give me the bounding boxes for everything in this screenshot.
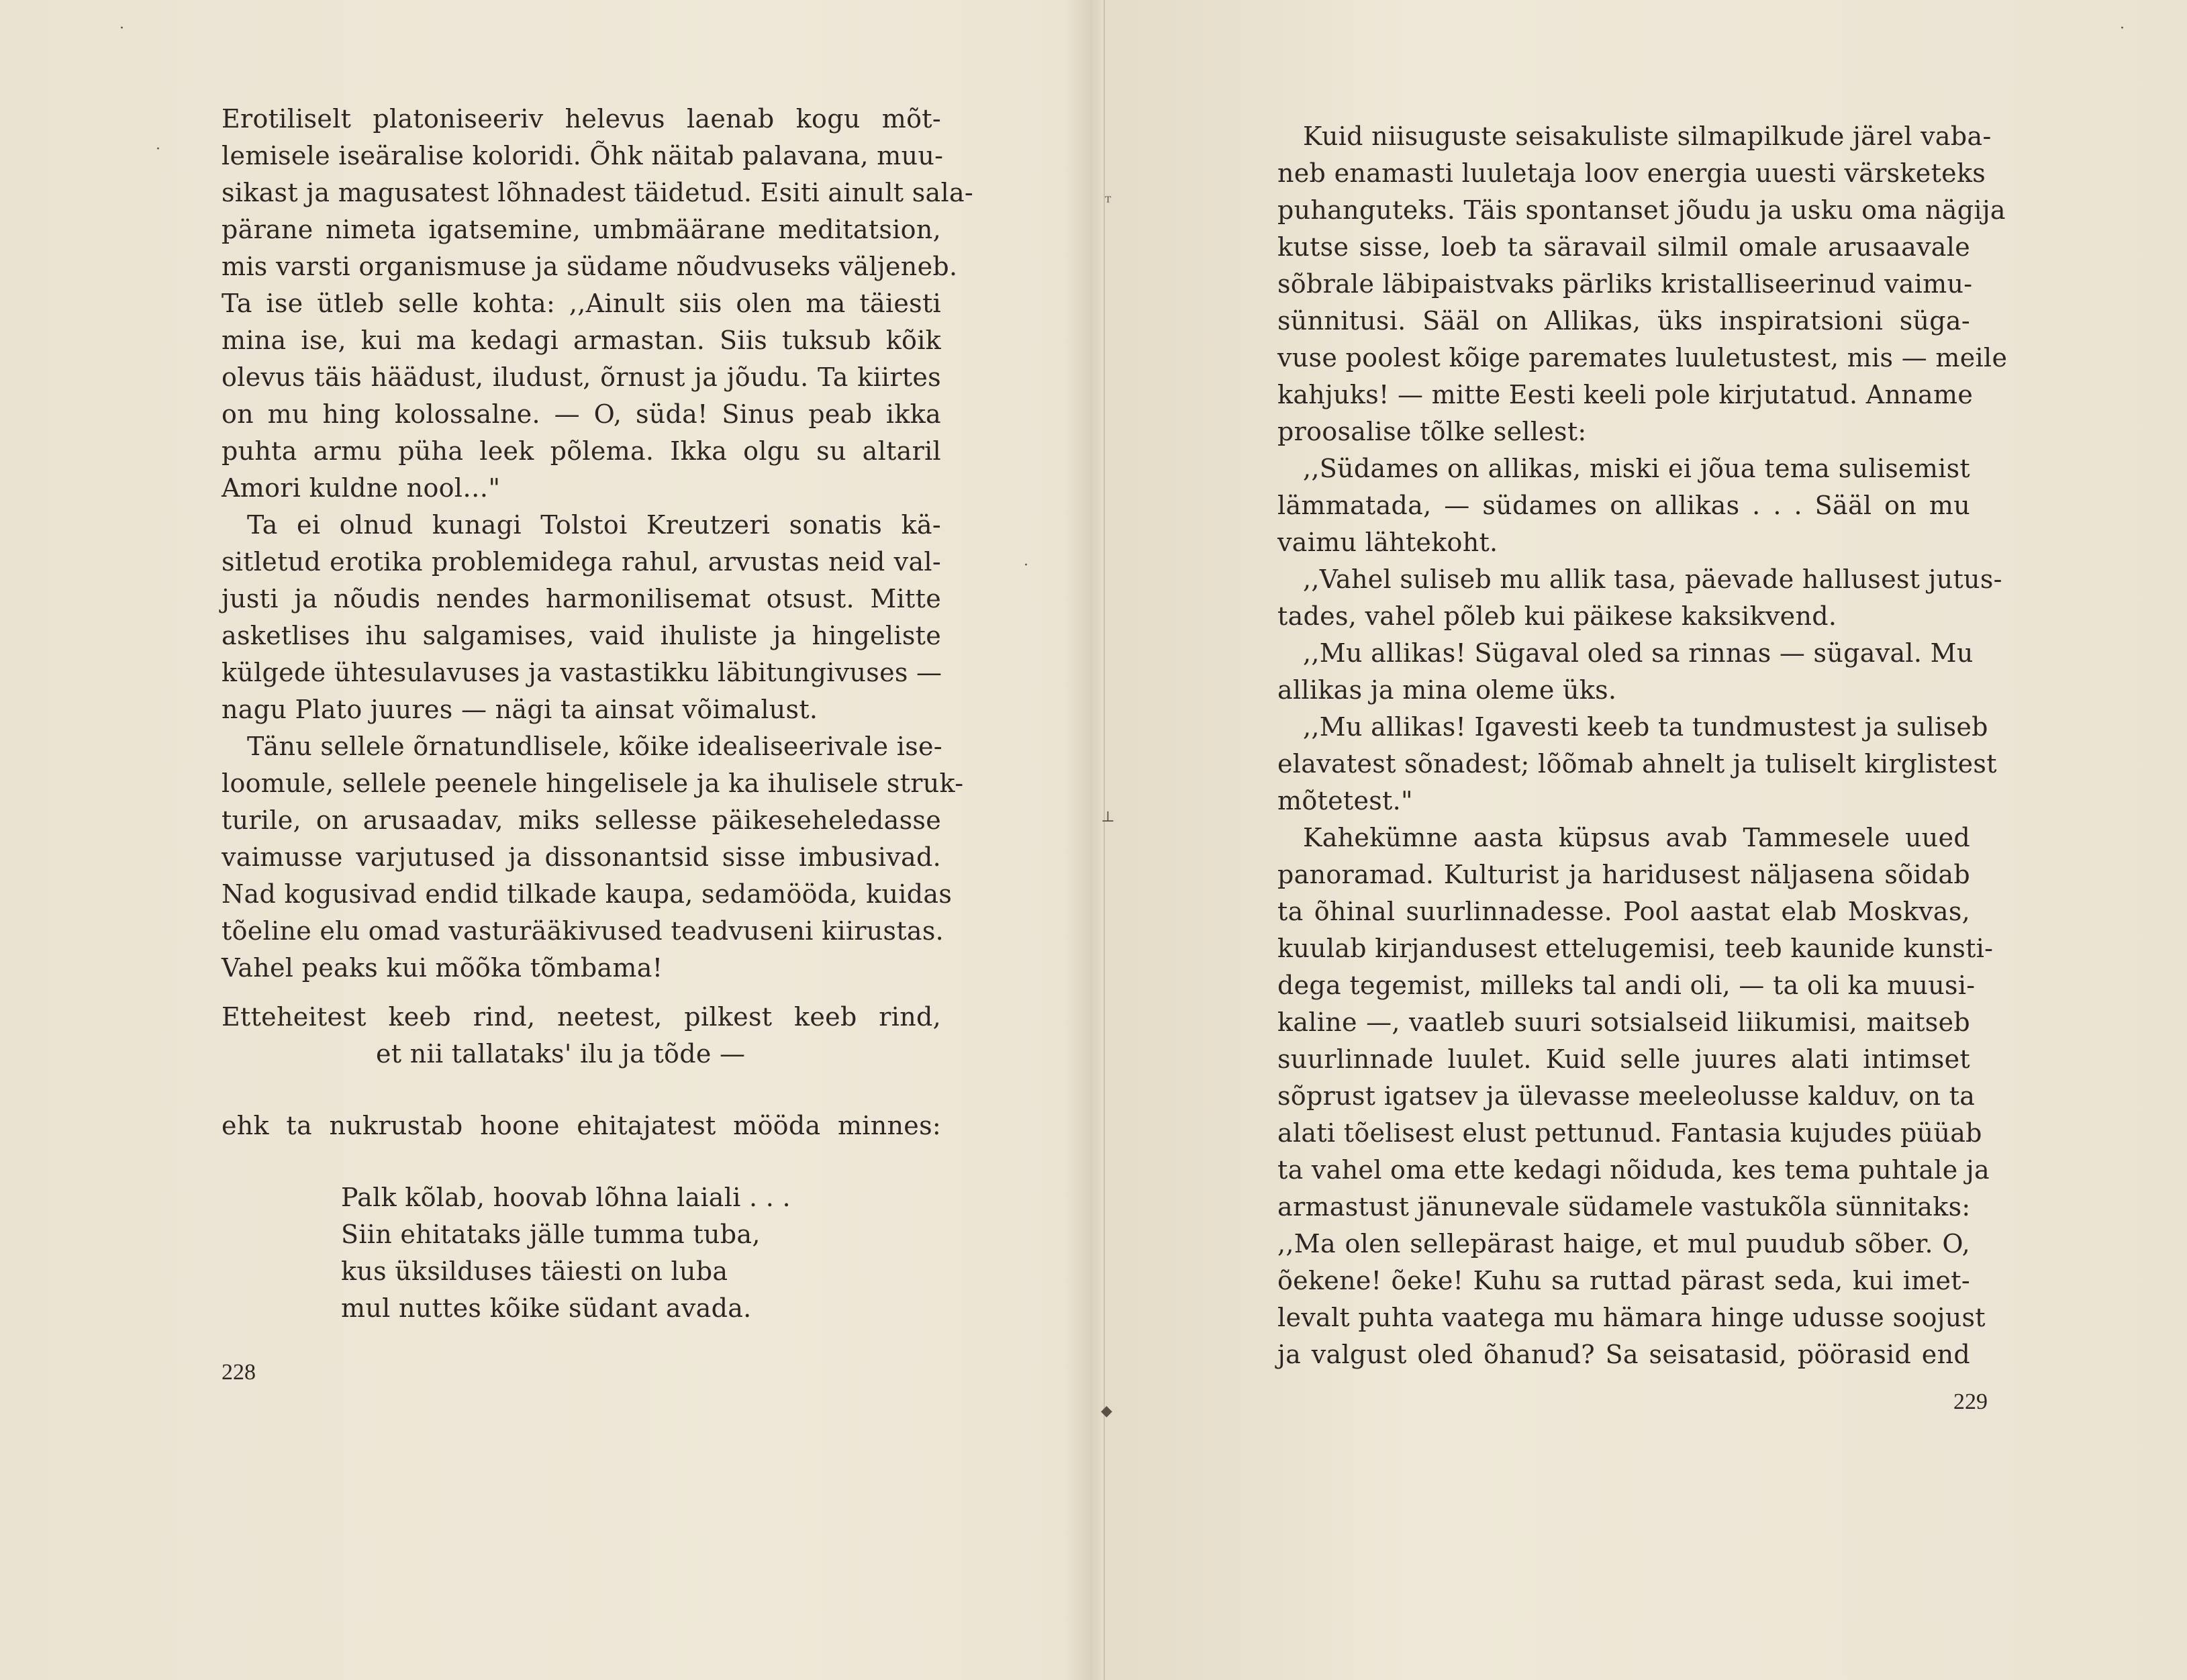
text-line: proosalise tõlke sellest: <box>1277 417 1587 446</box>
text-line: mina ise, kui ma kedagi armastan. Siis tuksub kõik <box>222 326 941 355</box>
text-line: külgede ühtesulavuses ja vastastikku läbitungivuses — <box>222 658 942 687</box>
text-line: ,,Ma olen sellepärast haige, et mul puudub sõber. O, <box>1277 1229 1970 1258</box>
text-line: Kahekümne aasta küpsus avab Tammesele uued <box>1303 823 1970 852</box>
right-page <box>1108 0 2187 1680</box>
text-line: ehk ta nukrustab hoone ehitajatest mööda minnes: <box>222 1111 941 1140</box>
text-line: ta vahel oma ette kedagi nõiduda, kes tema puhtale ja <box>1277 1155 1990 1185</box>
text-line: Ta ei olnud kunagi Tolstoi Kreutzeri sonatis kä- <box>247 510 941 540</box>
text-line: ta õhinal suurlinnadesse. Pool aastat elab Moskvas, <box>1277 897 1970 926</box>
text-line: kaline —, vaatleb suuri sotsialseid liikumisi, maitseb <box>1277 1007 1970 1037</box>
verse-line: Palk kõlab, hoovab lõhna laiali . . . <box>341 1183 791 1212</box>
text-line: õekene! õeke! Kuhu sa ruttad pärast seda, kui imet- <box>1277 1266 1970 1295</box>
verse-line: Siin ehitataks jälle tumma tuba, <box>341 1220 761 1249</box>
text-line: ,,Vahel suliseb mu allik tasa, päevade hallusest jutus- <box>1303 564 2002 594</box>
text-line: loomule, sellele peenele hingelisele ja ka ihulisele struk- <box>222 769 964 798</box>
page-number: 228 <box>222 1360 256 1385</box>
text-line: pärane nimeta igatsemine, umbmäärane meditatsion, <box>222 215 941 244</box>
text-line: lämmatada, — südames on allikas . . . Sääl on mu <box>1277 491 1970 520</box>
paper-speck: · <box>2120 20 2125 37</box>
text-line: elavatest sõnadest; lõõmab ahnelt ja tuliselt kirglistest <box>1277 749 1997 779</box>
paper-speck: · <box>1024 557 1028 574</box>
binding-mark: ᵀ <box>1105 195 1112 211</box>
text-line: alati tõelisest elust pettunud. Fantasia kujudes püüab <box>1277 1118 1982 1148</box>
text-line: sitletud erotika problemidega rahul, arvustas neid val- <box>222 547 941 577</box>
text-line: mõtetest." <box>1277 786 1413 816</box>
text-line: armastust jänunevale südamele vastukõla sünnitaks: <box>1277 1192 1971 1222</box>
text-line: Amori kuldne nool…" <box>222 473 501 503</box>
text-line: puhanguteks. Täis spontanset jõudu ja usku oma nägija <box>1277 195 2006 225</box>
text-line: turile, on arusaadav, miks sellesse päikeseheledasse <box>222 805 941 835</box>
text-line: suurlinnade luulet. Kuid selle juures alati intimset <box>1277 1044 1970 1074</box>
text-line: vuse poolest kõige paremates luuletustest, mis — meile <box>1277 343 2008 373</box>
text-line: Tänu sellele õrnatundlisele, kõike idealiseerivale ise- <box>247 732 942 761</box>
page-number: 229 <box>1953 1389 1988 1414</box>
text-line: Nad kogusivad endid tilkade kaupa, sedamööda, kuidas <box>222 879 953 909</box>
book-gutter <box>1104 0 1105 1680</box>
text-line: sõbrale läbipaistvaks pärliks kristalliseerinud vaimu- <box>1277 269 1973 299</box>
text-line: Ta ise ütleb selle kohta: ,,Ainult siis olen ma täiesti <box>222 289 941 318</box>
paper-speck: · <box>119 20 124 37</box>
text-line: kahjuks! — mitte Eesti keeli pole kirjutatud. Anname <box>1277 380 1974 409</box>
text-line: dega tegemist, milleks tal andi oli, — ta oli ka muusi- <box>1277 971 1976 1000</box>
text-line: mis varsti organismuse ja südame nõudvuseks väljeneb. <box>222 252 958 281</box>
text-line: Kuid niisuguste seisakuliste silmapilkude järel vaba- <box>1303 121 1992 151</box>
text-line: justi ja nõudis nendes harmonilisemat otsust. Mitte <box>222 584 941 613</box>
text-line: Erotiliselt platoniseeriv helevus laenab kogu mõt- <box>222 104 941 134</box>
text-line: vaimu lähtekoht. <box>1277 528 1498 557</box>
paper-speck: · <box>156 141 160 158</box>
text-line: ja valgust oled õhanud? Sa seisatasid, pöörasid end <box>1277 1340 1970 1369</box>
text-line: asketlises ihu salgamises, vaid ihuliste ja hingeliste <box>222 621 941 650</box>
text-line: levalt puhta vaatega mu hämara hinge udusse soojust <box>1277 1303 1986 1332</box>
binding-mark: ⊥ <box>1101 809 1115 826</box>
verse-line: et nii tallataks' ilu ja tõde — <box>376 1039 746 1069</box>
text-line: kuulab kirjandusest ettelugemisi, teeb kaunide kunsti- <box>1277 934 1994 963</box>
binding-mark: ◆ <box>1101 1403 1112 1420</box>
text-line: vaimusse varjutused ja dissonantsid sisse imbusivad. <box>222 842 941 872</box>
text-line: sikast ja magusatest lõhnadest täidetud. Esiti ainult sala- <box>222 178 974 207</box>
text-line: olevus täis häädust, iludust, õrnust ja jõudu. Ta kiirtes <box>222 362 941 392</box>
text-line: on mu hing kolossalne. — O, süda! Sinus peab ikka <box>222 399 941 429</box>
text-line: neb enamasti luuletaja loov energia uuesti värsketeks <box>1277 158 1986 188</box>
text-line: ,,Südames on allikas, miski ei jõua tema sulisemist <box>1303 454 1970 483</box>
text-line: nagu Plato juures — nägi ta ainsat võimalust. <box>222 695 818 724</box>
text-line: allikas ja mina oleme üks. <box>1277 675 1617 705</box>
text-line: panoramad. Kulturist ja haridusest näljasena sõidab <box>1277 860 1970 889</box>
verse-line: kus üksilduses täiesti on luba <box>341 1256 728 1286</box>
text-line: kutse sisse, loeb ta säravail silmil omale arusaavale <box>1277 232 1970 262</box>
text-line: tõeline elu omad vasturääkivused teadvuseni kiirustas. <box>222 916 944 946</box>
left-page-text <box>222 101 974 1327</box>
text-line: lemisele iseäralise koloridi. Õhk näitab palavana, muu- <box>222 141 944 170</box>
text-line: Vahel peaks kui mõõka tõmbama! <box>222 953 663 983</box>
text-line: ,,Mu allikas! Igavesti keeb ta tundmustest ja suliseb <box>1303 712 1988 742</box>
text-line: sünnitusi. Sääl on Allikas, üks inspiratsioni süga- <box>1277 306 1970 336</box>
right-page-text <box>1277 118 2008 1373</box>
text-line: sõprust igatsev ja ülevasse meeleolusse kalduv, on ta <box>1277 1081 1976 1111</box>
text-line: tades, vahel põleb kui päikese kaksikvend. <box>1277 601 1837 631</box>
text-line: puhta armu püha leek põlema. Ikka olgu su altaril <box>222 436 941 466</box>
text-line: ,,Mu allikas! Sügaval oled sa rinnas — sügaval. Mu <box>1303 638 1974 668</box>
verse-line: Etteheitest keeb rind, neetest, pilkest keeb rind, <box>222 1002 941 1032</box>
verse-line: mul nuttes kõike südant avada. <box>341 1293 752 1323</box>
